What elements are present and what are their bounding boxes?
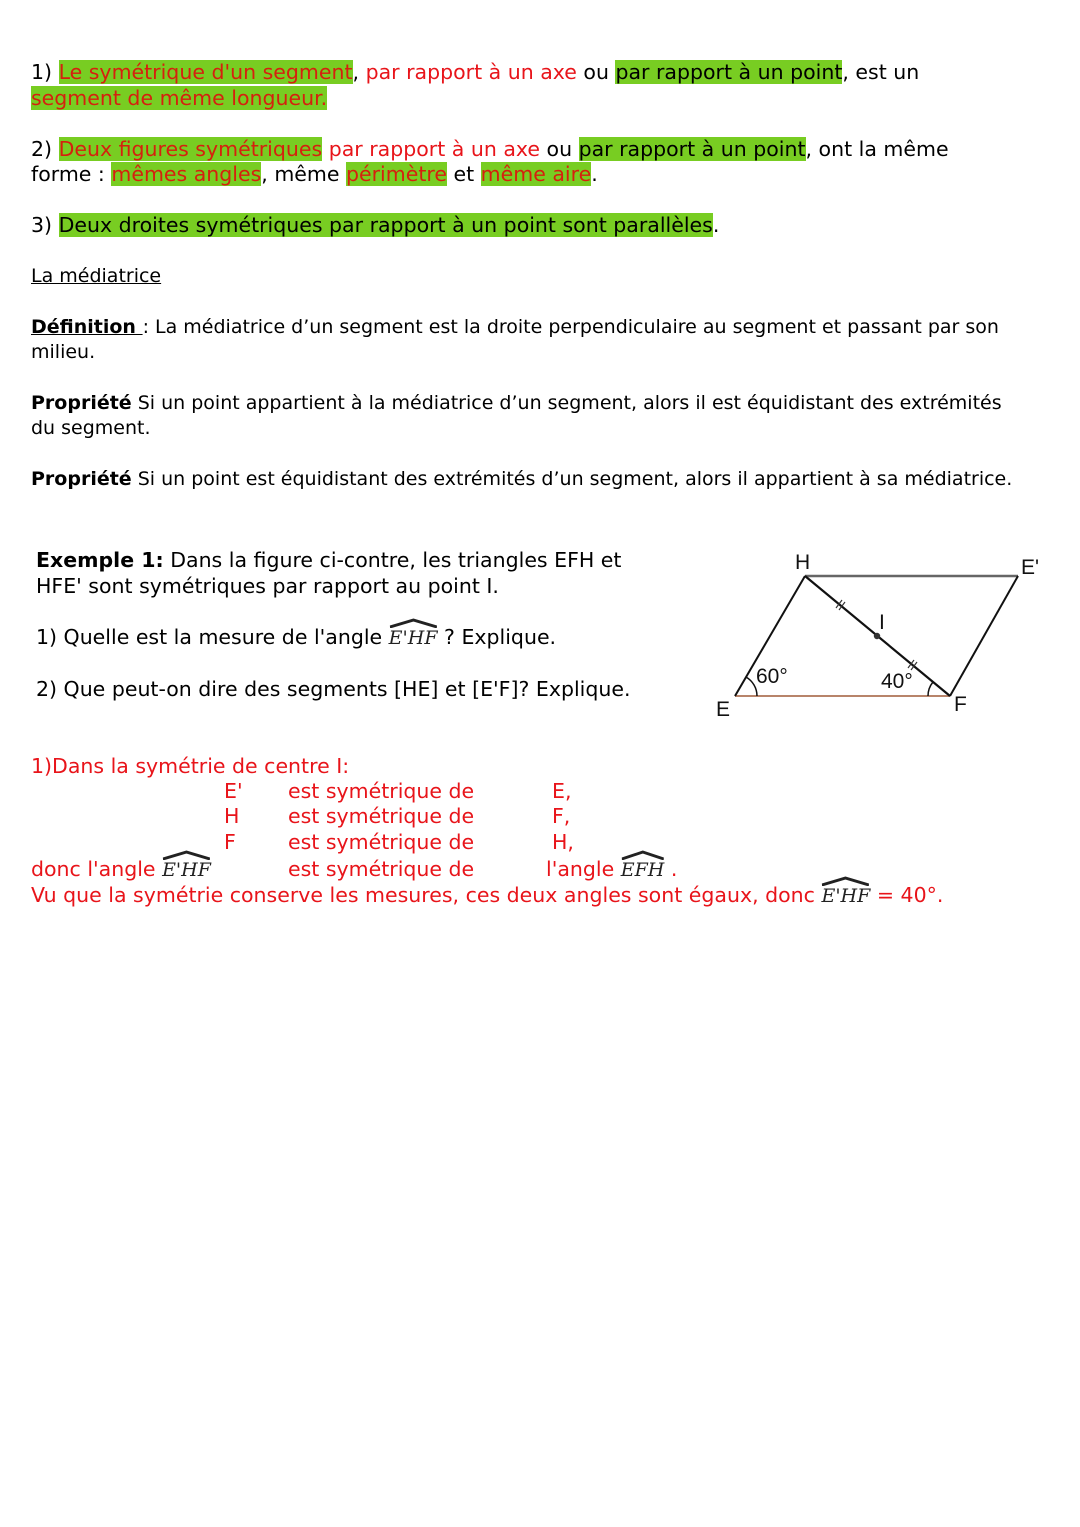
highlight-segment-symmetric: Le symétrique d'un segment	[58, 60, 353, 84]
segment-f-eprime	[950, 576, 1018, 696]
answer-text: l'angle	[546, 857, 621, 881]
definition-line-2: milieu.	[31, 341, 96, 363]
answer-row-2-a: H	[224, 804, 240, 828]
highlight-perimeter: périmètre	[346, 162, 447, 186]
highlight-parallel-lines: Deux droites symétriques par rapport à un point sont parallèles	[58, 213, 713, 237]
angle-f-value: 40°	[881, 670, 913, 693]
property-text: Si un point appartient à la médiatrice d’un segment, alors il est équidistant des extrémités	[131, 392, 1002, 414]
text: , ont la même	[805, 137, 949, 161]
highlight-same-angles: mêmes angles	[111, 162, 262, 186]
definition-line-1	[31, 315, 999, 341]
text: , est un	[842, 60, 920, 84]
highlight-two-figures: Deux figures symétriques	[58, 137, 323, 161]
section-heading-mediatrice: La médiatrice	[31, 265, 162, 287]
property-2-line-1	[31, 137, 949, 163]
property-mediatrice-1-line-2: du segment.	[31, 417, 151, 439]
property-mediatrice-1-line-1	[31, 391, 1002, 417]
text: ou	[576, 60, 616, 84]
answer-row-3-a: F	[224, 830, 236, 854]
label-e: E	[716, 698, 731, 721]
property-mediatrice-2-line	[31, 467, 1012, 493]
highlight-point: par rapport à un point	[615, 60, 843, 84]
text: , même	[261, 162, 346, 186]
label-f: F	[954, 693, 967, 716]
text: forme :	[31, 162, 112, 186]
answer-row-2-mid: est symétrique de	[288, 804, 475, 828]
angle-notation	[389, 626, 438, 652]
answer-donc-line	[31, 857, 211, 884]
text: et	[446, 162, 481, 186]
property-1-line-1	[31, 60, 919, 86]
angle-label: E'HF	[821, 885, 871, 907]
answer-row-2-b: F,	[552, 804, 571, 828]
text: .	[712, 213, 720, 237]
property-label: Propriété	[31, 392, 132, 414]
property-2-line-2	[31, 162, 598, 188]
angle-hat-icon	[162, 850, 211, 860]
example-question-2: 2) Que peut-on dire des segments [HE] et [E'F]? Explique.	[36, 677, 631, 701]
text: .	[591, 162, 598, 186]
angle-hat-icon	[389, 618, 438, 628]
highlight-same-length: segment de même longueur.	[31, 86, 328, 110]
example-intro-line-1	[36, 548, 621, 574]
label-h: H	[795, 551, 811, 574]
example-intro-line-2: HFE' sont symétriques par rapport au point I.	[36, 574, 499, 598]
example-label: Exemple 1:	[36, 548, 164, 572]
property-1-number: 1)	[31, 60, 59, 84]
question-text: ? Explique.	[437, 625, 557, 649]
example-text: Dans la figure ci-contre, les triangles EFH et	[163, 548, 622, 572]
angle-label: EFH	[620, 859, 665, 881]
answer-text: = 40°.	[870, 883, 944, 907]
example-question-1	[36, 625, 556, 652]
answer-text: .	[664, 857, 678, 881]
property-3-number: 3)	[31, 213, 59, 237]
property-1-line-2	[31, 86, 327, 112]
angle-e-value: 60°	[756, 665, 788, 688]
angle-notation	[821, 884, 870, 910]
angle-hat-icon	[821, 876, 870, 886]
property-label: Propriété	[31, 468, 132, 490]
property-3-line	[31, 213, 719, 239]
angle-notation	[162, 858, 211, 884]
text: ,	[352, 60, 366, 84]
answer-intro: 1)Dans la symétrie de centre I:	[31, 754, 350, 778]
highlight-point: par rapport à un point	[578, 137, 806, 161]
angle-arc-f-icon	[928, 682, 933, 696]
answer-row-1-b: E,	[552, 779, 572, 803]
label-e-prime: E'	[1021, 556, 1040, 579]
text-axis: par rapport à un axe	[322, 137, 541, 161]
highlight-same-area: même aire	[480, 162, 592, 186]
angle-label: E'HF	[388, 627, 438, 649]
angle-label: E'HF	[162, 859, 211, 881]
question-text: 1) Quelle est la mesure de l'angle	[36, 625, 389, 649]
label-i: I	[879, 611, 885, 634]
answer-text: Vu que la symétrie conserve les mesures, ces deux angles sont égaux, donc	[31, 883, 822, 907]
text-axis: par rapport à un axe	[365, 60, 577, 84]
property-text: Si un point est équidistant des extrémités d’un segment, alors il appartient à sa médiatrice.	[131, 468, 1013, 490]
answer-text: donc l'angle	[31, 857, 163, 881]
answer-row-3-mid: est symétrique de	[288, 830, 475, 854]
text: ou	[540, 137, 579, 161]
answer-row-1-a: E'	[224, 779, 243, 803]
property-2-number: 2)	[31, 137, 59, 161]
answer-row-1-mid: est symétrique de	[288, 779, 475, 803]
answer-row-3-b: H,	[552, 830, 574, 854]
parallelogram-figure	[700, 540, 1060, 725]
definition-text: : La médiatrice d’un segment est la droite perpendiculaire au segment et passant par son	[142, 316, 999, 338]
angle-hat-icon	[621, 850, 665, 860]
answer-donc-mid: est symétrique de	[288, 857, 475, 881]
answer-conclusion	[31, 883, 943, 910]
answer-donc-angle2	[546, 857, 677, 884]
definition-label: Définition	[31, 316, 143, 338]
angle-notation	[621, 858, 665, 884]
